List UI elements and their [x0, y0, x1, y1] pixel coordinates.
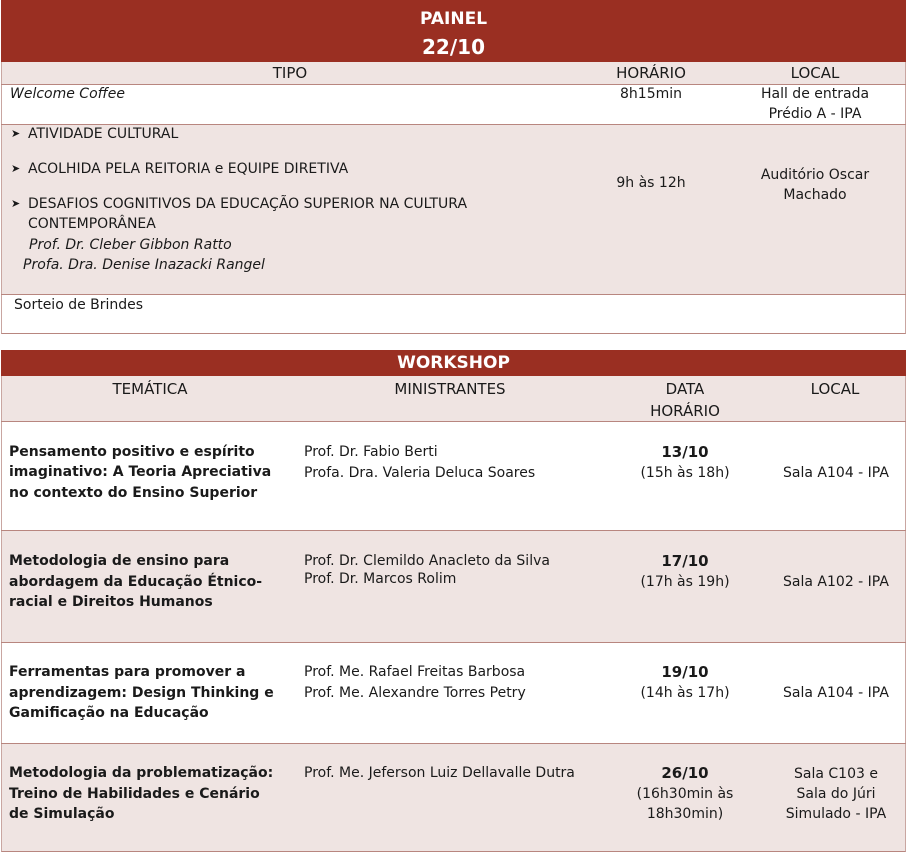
- workshop-tema-line: Metodologia de ensino para: [9, 553, 230, 569]
- workshop-ministrante: Prof. Dr. Marcos Rolim: [304, 571, 457, 587]
- painel-item-atividade-cultural: ATIVIDADE CULTURAL: [28, 126, 179, 142]
- painel-main-local-line1: Auditório Oscar: [760, 167, 870, 183]
- workshop-tema-line: Treino de Habilidades e Cenário: [9, 786, 260, 802]
- workshop-date: 17/10: [661, 552, 709, 570]
- workshop-tema-line: Ferramentas para promover a: [9, 664, 246, 680]
- workshop-ministrante: Prof. Dr. Fabio Berti: [304, 444, 438, 460]
- painel-header-tipo: TIPO: [272, 64, 308, 82]
- workshop-header-ministrantes: MINISTRANTES: [394, 380, 506, 398]
- workshop-ministrante: Prof. Dr. Clemildo Anacleto da Silva: [304, 553, 550, 569]
- workshop-date: 26/10: [661, 764, 709, 782]
- sorteio-label: Sorteio de Brindes: [14, 297, 144, 313]
- workshop-tema-line: abordagem da Educação Étnico-: [9, 574, 263, 590]
- workshop-tema-line: aprendizagem: Design Thinking e: [9, 685, 274, 701]
- welcome-local-line2: Prédio A - IPA: [768, 106, 862, 122]
- workshop-date: 13/10: [661, 443, 709, 461]
- workshop-local: Sala A102 - IPA: [783, 574, 889, 590]
- welcome-horario: 8h15min: [620, 86, 682, 102]
- welcome-local-line1: Hall de entrada: [760, 86, 870, 102]
- workshop-tema-line: imaginativo: A Teoria Apreciativa: [9, 464, 272, 480]
- painel-main-local-line2: Machado: [783, 187, 847, 203]
- workshop-header-tematica: TEMÁTICA: [112, 380, 188, 398]
- painel-date: 22/10: [422, 35, 485, 59]
- workshop-horario: (14h às 17h): [640, 685, 730, 701]
- workshop-ministrante: Prof. Me. Alexandre Torres Petry: [304, 685, 526, 701]
- workshop-ministrante: Profa. Dra. Valeria Deluca Soares: [304, 465, 536, 481]
- workshop-tema-line: racial e Direitos Humanos: [9, 594, 213, 610]
- bullet-arrow-icon: ➤: [11, 127, 21, 140]
- workshop-horario-line1: (16h30min às: [636, 786, 734, 802]
- painel-main-horario: 9h às 12h: [616, 175, 686, 191]
- workshop-tema-line: Gamificação na Educação: [9, 705, 209, 721]
- bullet-arrow-icon: ➤: [11, 162, 21, 175]
- workshop-ministrante: Prof. Me. Jeferson Luiz Dellavalle Dutra: [304, 765, 575, 781]
- painel-speaker-1: Prof. Dr. Cleber Gibbon Ratto: [29, 237, 232, 253]
- workshop-local: Sala do Júri: [796, 786, 876, 802]
- workshop-local: Simulado - IPA: [785, 806, 887, 822]
- painel-header-horario: HORÁRIO: [616, 64, 686, 82]
- painel-header-local: LOCAL: [790, 64, 840, 82]
- workshop-header-local: LOCAL: [810, 380, 860, 398]
- workshop-header: [1, 350, 906, 376]
- workshop-local: Sala A104 - IPA: [783, 465, 889, 481]
- workshop-tema-line: no contexto do Ensino Superior: [9, 485, 258, 501]
- workshop-tema-line: Metodologia da problematização:: [9, 765, 274, 781]
- welcome-coffee-label: Welcome Coffee: [10, 86, 125, 102]
- workshop-local: Sala A104 - IPA: [783, 685, 889, 701]
- workshop-local: Sala C103 e: [794, 766, 878, 782]
- workshop-title: WORKSHOP: [397, 353, 510, 373]
- workshop-horario-line2: 18h30min): [646, 806, 724, 822]
- workshop-header-data: DATA: [665, 380, 705, 398]
- painel-item-desafios-line1: DESAFIOS COGNITIVOS DA EDUCAÇÃO SUPERIOR NA CULTURA: [28, 196, 468, 212]
- workshop-ministrante: Prof. Me. Rafael Freitas Barbosa: [304, 664, 526, 680]
- workshop-horario: (15h às 18h): [640, 465, 730, 481]
- painel-title: PAINEL: [419, 9, 488, 29]
- workshop-horario: (17h às 19h): [640, 574, 730, 590]
- workshop-header-horario: HORÁRIO: [650, 402, 720, 420]
- workshop-date: 19/10: [661, 663, 709, 681]
- painel-item-acolhida: ACOLHIDA PELA REITORIA e EQUIPE DIRETIVA: [28, 161, 349, 177]
- workshop-tema-line: Pensamento positivo e espírito: [9, 444, 255, 460]
- painel-speaker-2: Profa. Dra. Denise Inazacki Rangel: [23, 257, 265, 273]
- workshop-tema-line: de Simulação: [9, 806, 115, 822]
- painel-header: [1, 0, 906, 62]
- painel-item-desafios-line2: CONTEMPORÂNEA: [28, 216, 156, 232]
- bullet-arrow-icon: ➤: [11, 197, 21, 210]
